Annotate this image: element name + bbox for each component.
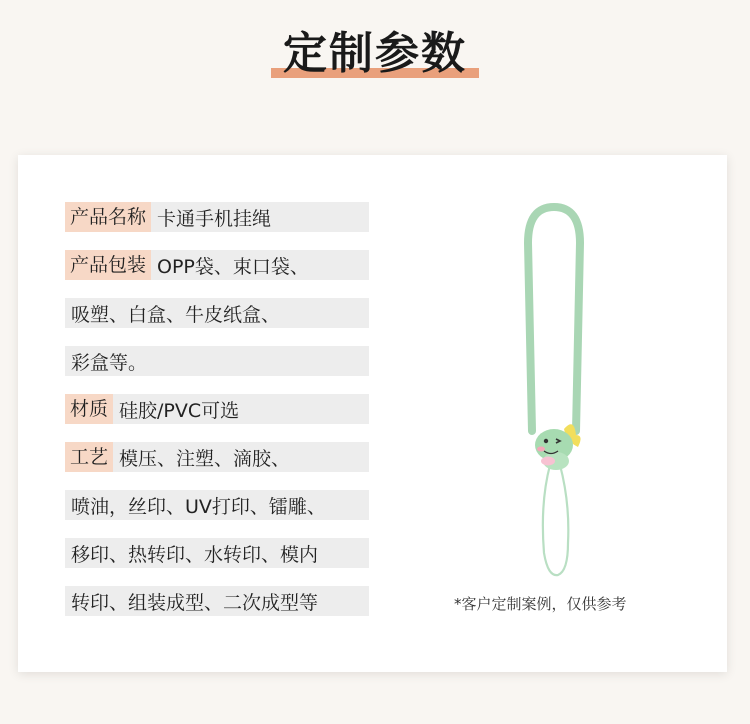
spec-row-name — [65, 202, 369, 232]
spec-value: 喷油，丝印、UV打印、镭雕、 — [71, 495, 326, 518]
spec-value: OPP袋、束口袋、 — [157, 255, 309, 278]
lanyard-cord — [528, 207, 580, 431]
spec-card — [18, 155, 727, 672]
page-title-text: 定制参数 — [283, 28, 467, 79]
spec-row-process-cont — [65, 490, 369, 520]
spec-row-material — [65, 394, 369, 424]
spec-tag: 产品包装 — [65, 250, 151, 280]
spec-value: 吸塑、白盒、牛皮纸盒、 — [71, 303, 281, 326]
dinosaur-charm-icon — [535, 424, 581, 470]
lanyard-loop — [543, 465, 568, 575]
spec-row-packaging — [65, 250, 369, 280]
caption-note: *客户定制案例，仅供参考 — [454, 595, 627, 613]
spec-value: 移印、热转印、水转印、模内 — [71, 543, 319, 566]
spec-row-packaging-cont — [65, 298, 369, 328]
spec-value: 卡通手机挂绳 — [157, 207, 272, 230]
title-section — [0, 28, 750, 80]
spec-row-process-cont — [65, 586, 369, 616]
spec-value: 硅胶/PVC可选 — [119, 399, 240, 422]
spec-tag: 工艺 — [65, 442, 113, 472]
spec-value: 模压、注塑、滴胶、 — [119, 447, 291, 470]
spec-tag: 产品名称 — [65, 202, 151, 232]
spec-value: 彩盒等。 — [71, 351, 148, 374]
spec-tag: 材质 — [65, 394, 113, 424]
spec-row-process-cont — [65, 538, 369, 568]
spec-row-packaging-cont — [65, 346, 369, 376]
lanyard-product-image — [518, 203, 590, 583]
spec-row-process — [65, 442, 369, 472]
page-title — [271, 28, 479, 80]
spec-value: 转印、组装成型、二次成型等 — [71, 591, 319, 614]
